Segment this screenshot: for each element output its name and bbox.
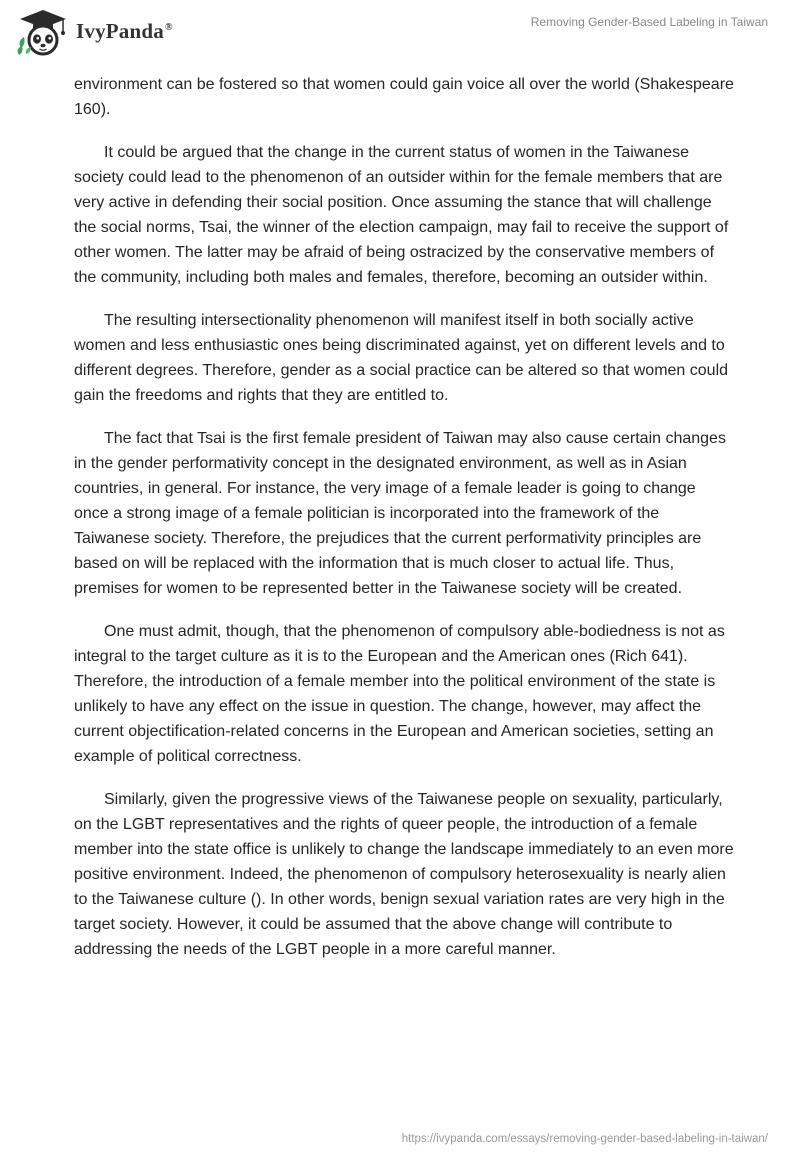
paragraph: The fact that Tsai is the first female president of Taiwan may also cause certain changes in the gender performativity concept in the designated environment, as well as in Asian countries, in general. For instance, the very image of a female leader is going to change once a strong image of a female politician is incorporated into the framework of the Taiwanese society. Therefore, the prejudices that the current performativity principles are based on will be replaced with the information that is much closer to actual life. Thus, premises for women to be represented better in the Taiwanese society will be created. [74, 430, 726, 597]
ivypanda-logo[interactable] [14, 8, 173, 58]
paragraph: One must admit, though, that the phenomenon of compulsory able-bodiedness is not as integral to the target culture as it is to the European and the American ones (Rich 641). Therefore, the introduction of a female member into the political environment of the state is unlikely to have any effect on the issue in question. The change, however, may affect the current objectification-related concerns in the European and American societies, setting an example of political correctness. [74, 623, 725, 765]
panda-graduate-icon [14, 8, 72, 58]
essay-title: Removing Gender-Based Labeling in Taiwan [530, 15, 768, 29]
source-url[interactable]: https://ivypanda.com/essays/removing-gender-based-labeling-in-taiwan/ [401, 1133, 768, 1145]
paragraph: Similarly, given the progressive views of the Taiwanese people on sexuality, particularly, on the LGBT representatives and the rights of queer people, the introduction of a female member into the state office is unlikely to change the landscape immediately to an even more positive environment. Indeed, the phenomenon of compulsory heterosexuality is nearly alien to the Taiwanese culture (). In other words, benign sexual variation rates are very high in the target society. However, it could be assumed that the above change will contribute to addressing the needs of the LGBT people in a more careful manner. [74, 791, 734, 958]
page-header [0, 0, 800, 70]
paragraph: environment can be fostered so that women could gain voice all over the world (Shakespeare 160). [74, 76, 734, 118]
essay-body [74, 72, 734, 980]
paragraph: The resulting intersectionality phenomenon will manifest itself in both socially active women and less enthusiastic ones being discriminated against, yet on different levels and to different degrees. Therefore, gender as a social practice can be altered so that women could gain the freedoms and rights that they are entitled to. [74, 312, 729, 404]
brand-name: IvyPanda® [76, 18, 173, 43]
paragraph: It could be argued that the change in the current status of women in the Taiwanese society could lead to the phenomenon of an outsider within for the female members that are very active in defending their social position. Once assuming the stance that will challenge the social norms, Tsai, the winner of the election campaign, may fail to receive the support of other women. The latter may be afraid of being ostracized by the conservative members of the community, including both males and females, therefore, becoming an outsider within. [74, 144, 729, 286]
